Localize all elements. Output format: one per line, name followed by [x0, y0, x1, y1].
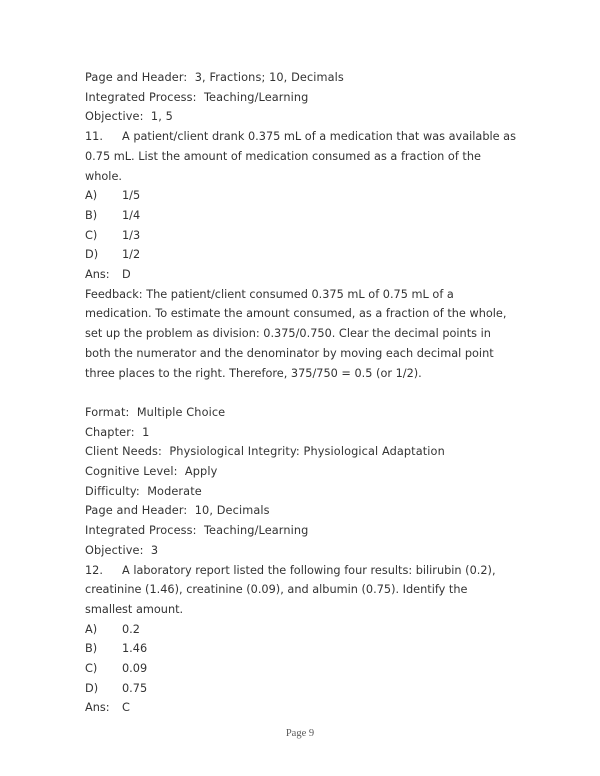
question-11-option-c[interactable]	[85, 226, 517, 246]
question-12-stem	[85, 561, 517, 620]
option-letter: C)	[85, 662, 98, 676]
question-12-option-a[interactable]	[85, 620, 517, 640]
option-letter: D)	[85, 681, 99, 695]
question-11-feedback: Feedback: The patient/client consumed 0.375 mL of 0.75 mL of a medication. To estimate the amount consumed, as a fraction of the whole, set up the problem as division: 0.375/0.750. Clear the decimal points in both the numerator and the denominator by moving each decimal point three places to the right. Therefore, 375/750 = 0.5 (or 1/2).	[85, 287, 507, 380]
option-text: 0.2	[122, 622, 140, 636]
option-text: 1.46	[122, 642, 148, 656]
question-12-answer	[85, 698, 517, 718]
meta-line-integrated-process: Integrated Process: Teaching/Learning	[85, 524, 309, 538]
meta-line-difficulty: Difficulty: Moderate	[85, 484, 202, 498]
meta-line-objective: Objective: 3	[85, 543, 159, 557]
question-11-option-d[interactable]	[85, 245, 517, 265]
option-text: 0.75	[122, 681, 148, 695]
paragraph-spacer	[85, 383, 517, 403]
answer-value: D	[122, 268, 131, 282]
meta-line-cognitive-level: Cognitive Level: Apply	[85, 465, 218, 479]
question-11-answer	[85, 265, 517, 285]
meta-line-page-and-header: Page and Header: 10, Decimals	[85, 504, 270, 518]
question-12-text: A laboratory report listed the following four results: bilirubin (0.2), creatinine (1.46), creatinine (0.09), and albumin (0.75). Identify the smallest amount.	[85, 563, 496, 616]
meta-line-chapter: Chapter: 1	[85, 425, 150, 439]
question-11-stem	[85, 127, 517, 186]
question-11-text: A patient/client drank 0.375 mL of a medication that was available as 0.75 mL. List the amount of medication consumed as a fraction of the whole.	[85, 130, 516, 183]
question-12-number: 12.	[85, 563, 103, 577]
question-12-option-c[interactable]	[85, 659, 517, 679]
option-letter: D)	[85, 248, 99, 262]
option-letter: B)	[85, 208, 98, 222]
option-text: 1/2	[122, 248, 141, 262]
question-11-option-a[interactable]	[85, 186, 517, 206]
page-footer: Page 9	[285, 728, 315, 739]
answer-label: Ans:	[85, 268, 110, 282]
option-letter: B)	[85, 642, 98, 656]
meta-line-page-and-header: Page and Header: 3, Fractions; 10, Decimals	[85, 71, 344, 84]
answer-value: C	[122, 701, 130, 715]
option-letter: A)	[85, 622, 98, 636]
option-text: 1/5	[122, 189, 141, 203]
question-11-option-b[interactable]	[85, 206, 517, 226]
question-12-option-b[interactable]	[85, 639, 517, 659]
meta-line-integrated-process: Integrated Process: Teaching/Learning	[85, 90, 309, 104]
meta-line-format: Format: Multiple Choice	[85, 405, 226, 419]
answer-label: Ans:	[85, 701, 110, 715]
option-text: 1/3	[122, 228, 141, 242]
question-12-option-d[interactable]	[85, 679, 517, 699]
option-text: 1/4	[122, 208, 141, 222]
option-text: 0.09	[122, 662, 148, 676]
document-content	[85, 68, 517, 718]
option-letter: A)	[85, 189, 98, 203]
meta-line-client-needs: Client Needs: Physiological Integrity: Physiological Adaptation	[85, 445, 445, 459]
question-11-number: 11.	[85, 130, 103, 144]
meta-line-objective: Objective: 1, 5	[85, 110, 173, 124]
option-letter: C)	[85, 228, 98, 242]
